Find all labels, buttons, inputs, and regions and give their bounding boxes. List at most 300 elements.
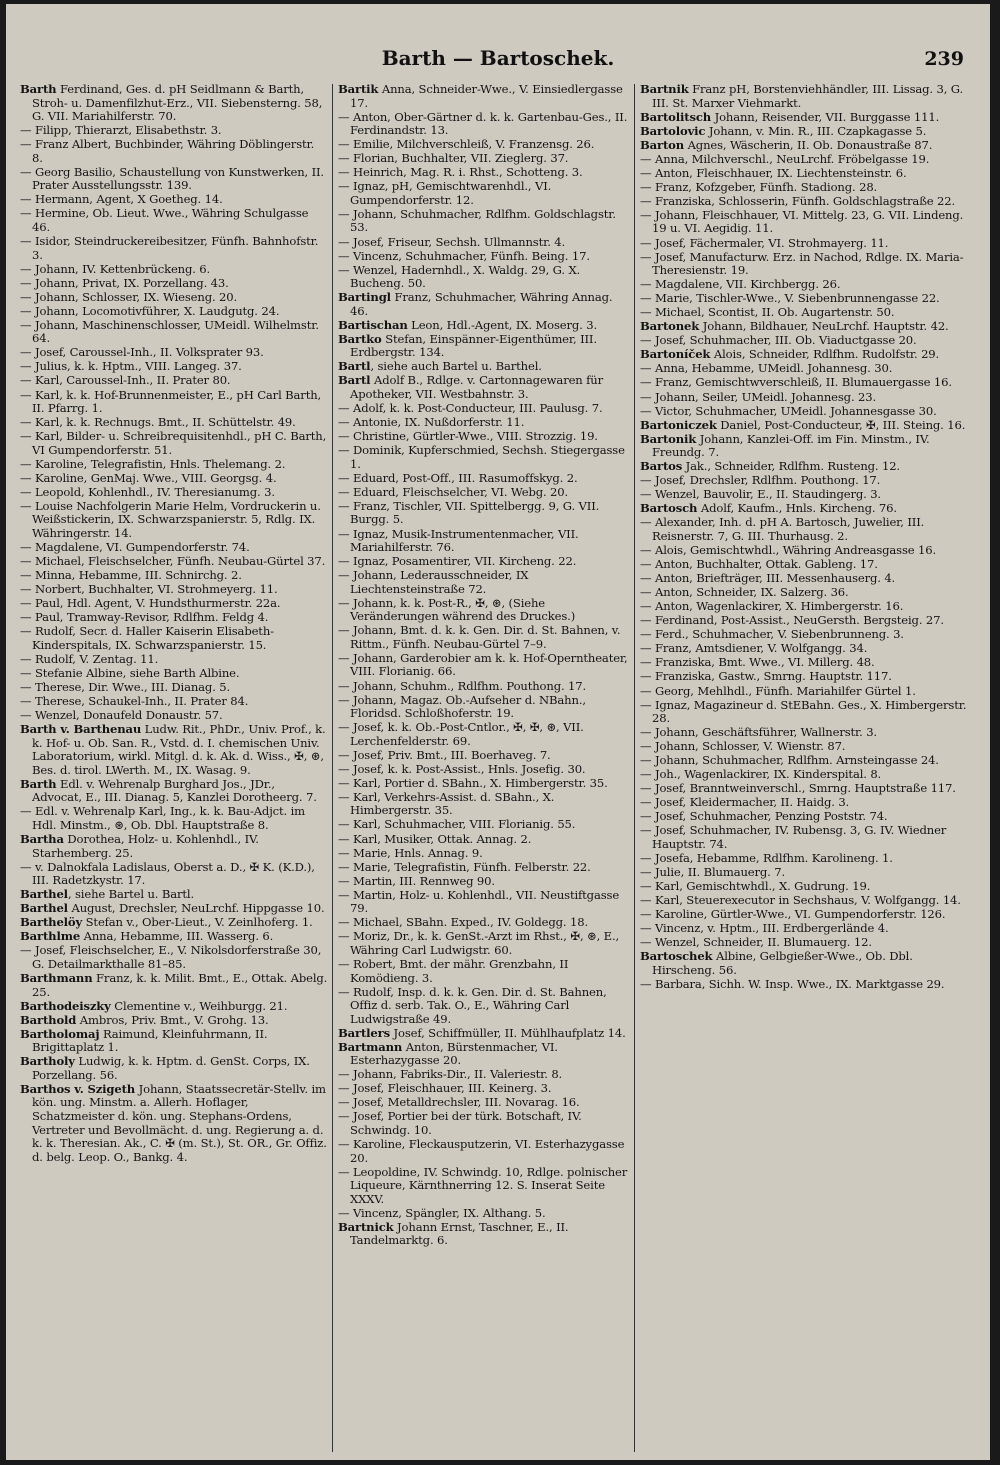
directory-entry	[338, 1068, 630, 1082]
entry-text: — Karl, Portier d. SBahn., X. Himbergerstr. 35.	[338, 775, 608, 790]
entry-text: — Christine, Gürtler-Wwe., VIII. Strozzig. 19.	[338, 429, 598, 444]
entry-text: — Johann, Seiler, UMeidl. Johannesg. 23.	[640, 389, 877, 404]
entry-text: Johann, Staatssecretär-Stellv. im kön. ung. Minstm. a. Allerh. Hoflager, Schatzmeister d. kön. ung. Stephans-Ordens, Vertreter und Bevollmächt. d. ung. Regierung a. d. k. k. Theresian. Ak., C. ✠ (m. St.), St. OR., Gr. Offiz. d. belg. Leop. O., Bankg. 4.	[32, 1081, 327, 1164]
directory-entry	[640, 405, 976, 419]
directory-entry	[640, 195, 976, 209]
entry-text: — Josef, Schuhmacher, Penzing Poststr. 74.	[640, 809, 888, 824]
entry-text: — Karl, Schuhmacher, VIII. Florianig. 55.	[338, 817, 576, 832]
entry-text: — Paul, Hdl. Agent, V. Hundsthurmerstr. 22a.	[20, 596, 281, 611]
entry-surname: Barthlme	[20, 929, 81, 944]
entry-text: — Norbert, Buchhalter, VI. Strohmeyerg. 11.	[20, 582, 278, 597]
entry-text: — Johann, Garderobier am k. k. Hof-Operntheater, VIII. Florianig. 66.	[338, 650, 628, 679]
directory-entry	[640, 810, 976, 824]
entry-text: — Emilie, Milchverschleiß, V. Franzensg. 26.	[338, 137, 595, 152]
entry-text: , siehe auch Bartel u. Barthel.	[370, 359, 542, 374]
directory-entry	[20, 541, 328, 555]
entry-text: — Rudolf, V. Zentag. 11.	[20, 651, 159, 666]
entry-surname: Barthelöy	[20, 915, 83, 930]
entry-text: Josef, Schiffmüller, II. Mühlhaufplatz 14.	[390, 1025, 626, 1040]
entry-text: — Josef, Fächermaler, VI. Strohmayerg. 11.	[640, 235, 889, 250]
entry-text: — Leopold, Kohlenhdl., IV. Theresianumg. 3.	[20, 484, 275, 499]
directory-entry	[640, 306, 976, 320]
directory-entry	[20, 360, 328, 374]
entry-surname: Bartl	[338, 359, 371, 374]
directory-entry	[338, 847, 630, 861]
entry-surname: Bartischan	[338, 317, 408, 332]
entry-surname: Bartingl	[338, 290, 391, 305]
entry-text: — Magdalene, VII. Kirchbergg. 26.	[640, 277, 841, 292]
directory-entry	[640, 292, 976, 306]
directory-entry	[20, 124, 328, 138]
entry-text: — Therese, Schaukel-Inh., II. Prater 84.	[20, 694, 249, 709]
entry-text: — Wenzel, Bauvolir, E., II. Staudingerg. 3.	[640, 487, 881, 502]
entry-surname: Barthos v. Szigeth	[20, 1081, 136, 1096]
entry-text: — Josef, Schuhmacher, III. Ob. Viaductgasse 20.	[640, 333, 917, 348]
entry-surname: Barton	[640, 137, 685, 152]
directory-entry	[640, 726, 976, 740]
entry-text: — Ignaz, Musik-Instrumentenmacher, VII. Mariahilferstr. 76.	[338, 526, 579, 555]
entry-text: — Johann, Bmt. d. k. k. Gen. Dir. d. St. Bahnen, v. Rittm., Fünfh. Neubau-Gürtel 7–9.	[338, 623, 621, 651]
entry-surname: Bartl	[338, 373, 371, 388]
entry-text: — Johann, Fabriks-Dir., II. Valeriestr. 8.	[338, 1067, 563, 1082]
entry-text: — Louise Nachfolgerin Marie Helm, Vordruckerin u. Weißstickerin, IX. Schwarzspanierstr. 5, Rdlg. IX. Währingerstr. 14.	[20, 498, 321, 540]
directory-entry	[640, 880, 976, 894]
directory-entry	[640, 796, 976, 810]
entry-text: Franz pH, Borstenviehhändler, III. Lissag. 3, G. III. St. Marxer Viehmarkt.	[652, 83, 964, 110]
entry-text: Adolf B., Rdlge. v. Cartonnagewaren für Apotheker, VII. Westbahnstr. 3.	[350, 373, 603, 402]
entry-text: — Josef, Branntweinverschl., Smrng. Hauptstraße 117.	[640, 781, 956, 796]
directory-entry	[20, 667, 328, 681]
entry-text: — Filipp, Thierarzt, Elisabethstr. 3.	[20, 123, 222, 138]
entry-text: — Franz, Amtsdiener, V. Wolfgangg. 34.	[640, 641, 868, 656]
directory-entry	[640, 251, 976, 278]
directory-entry	[640, 699, 976, 726]
directory-entry	[338, 1110, 630, 1137]
directory-entry	[20, 346, 328, 360]
entry-text: Franz, Schuhmacher, Währing Annag. 46.	[350, 290, 613, 318]
entry-text: Leon, Hdl.-Agent, IX. Moserg. 3.	[407, 317, 598, 332]
directory-entry	[640, 866, 976, 880]
entry-text: — Johann, Fleischhauer, VI. Mittelg. 23, G. VII. Lindeng. 19 u. VI. Aegidig. 11.	[640, 207, 964, 236]
directory-entry	[640, 544, 976, 558]
entry-text: Anna, Schneider-Wwe., V. Einsiedlergasse 17.	[350, 83, 623, 110]
entry-text: Johann, Bildhauer, NeuLrchf. Hauptstr. 42.	[699, 319, 949, 334]
directory-entry	[20, 805, 328, 832]
entry-text: — Karoline, Telegrafistin, Hnls. Thelemang. 2.	[20, 456, 286, 471]
directory-entry	[640, 419, 976, 433]
entry-text: — Karl, Musiker, Ottak. Annag. 2.	[338, 831, 532, 846]
directory-entry	[640, 894, 976, 908]
entry-text: Edl. v. Wehrenalp Burghard Jos., JDr., Advocat, E., III. Dianag. 5, Kanzlei Dorotheerg. 7.	[32, 776, 317, 805]
directory-entry	[20, 681, 328, 695]
entry-text: — Josef, k. k. Ob.-Post-Cntlor., ✠, ✠, ⊛, VII. Lerchenfelderstr. 69.	[338, 720, 584, 748]
directory-entry	[338, 930, 630, 957]
directory-entry	[20, 263, 328, 277]
directory-page	[6, 4, 990, 1460]
entry-text: — Eduard, Post-Off., III. Rasumoffskyg. 2.	[338, 470, 578, 485]
entry-text: — Anton, Schneider, IX. Salzerg. 36.	[640, 585, 849, 600]
directory-entry	[640, 852, 976, 866]
directory-entry	[338, 1027, 630, 1041]
entry-text: — Josef, Priv. Bmt., III. Boerhaveg. 7.	[338, 747, 551, 762]
entry-surname: Bartoschek	[640, 949, 713, 964]
entry-surname: Barth	[20, 776, 57, 791]
directory-entry	[20, 569, 328, 583]
entry-text: Daniel, Post-Conducteur, ✠, III. Steing. 16.	[716, 417, 966, 432]
directory-entry	[338, 1207, 630, 1221]
entry-text: — Karoline, Fleckausputzerin, VI. Esterhazygasse 20.	[338, 1137, 625, 1165]
entry-text: Johann, Reisender, VII. Burggasse 111.	[711, 109, 940, 124]
entry-surname: Barthmann	[20, 971, 93, 985]
column-2	[338, 83, 630, 1455]
directory-entry	[640, 362, 976, 376]
directory-entry	[338, 958, 630, 985]
directory-entry	[338, 180, 630, 207]
column-3	[640, 83, 976, 1455]
entry-text: August, Drechsler, NeuLrchf. Hippgasse 10.	[67, 901, 325, 916]
entry-text: — Ferd., Schuhmacher, V. Siebenbrunneng. 3.	[640, 627, 904, 642]
directory-entry	[640, 950, 976, 977]
directory-entry	[338, 791, 630, 818]
entry-text: Ludw. Rit., PhDr., Univ. Prof., k. k. Hof- u. Ob. San. R., Vstd. d. I. chemischen Univ. Laboratorium, wirkl. Mitgl. d. k. Ak. d. Wiss., ✠, ⊛, Bes. d. tirol. LWerth. M., IX. Wasag. 9.	[32, 722, 326, 777]
directory-entry	[640, 488, 976, 502]
entry-text: Alois, Schneider, Rdlfhm. Rudolfstr. 29.	[710, 347, 940, 362]
entry-text: — v. Dalnokfala Ladislaus, Oberst a. D., ✠ K. (K.D.), III. Radetzkystr. 17.	[20, 859, 315, 888]
entry-text: Agnes, Wäscherin, II. Ob. Donaustraße 87.	[684, 137, 933, 152]
entry-text: — Johann, Privat, IX. Porzellang. 43.	[20, 275, 229, 290]
entry-text: — Josef, Caroussel-Inh., II. Volksprater 93.	[20, 345, 264, 360]
entry-text: Johann Ernst, Taschner, E., II. Tandelmarktg. 6.	[350, 1219, 569, 1248]
entry-surname: Barthel	[20, 887, 68, 902]
directory-entry	[338, 818, 630, 832]
directory-entry	[640, 460, 976, 474]
directory-entry	[20, 944, 328, 971]
entry-text: — Barbara, Sichh. W. Insp. Wwe., IX. Marktgasse 29.	[640, 977, 945, 991]
entry-text: — Leopoldine, IV. Schwindg. 10, Rdlge. polnischer Liqueure, Kärnthnerring 12. S. Inserat Seite XXXV.	[338, 1164, 628, 1206]
entry-text: Clementine v., Weihburgg. 21.	[110, 998, 288, 1013]
column-1	[20, 83, 328, 1455]
directory-entry	[338, 749, 630, 763]
entry-text: — Karl, Gemischtwhdl., X. Gudrung. 19.	[640, 879, 871, 894]
entry-text: — Johann, Lederausschneider, IX Liechtensteinstraße 72.	[338, 568, 529, 596]
entry-text: — Anna, Hebamme, UMeidl. Johannesg. 30.	[640, 361, 893, 376]
entry-surname: Barthodeiszky	[20, 998, 111, 1013]
entry-text: — Josefa, Hebamme, Rdlfhm. Karolineng. 1.	[640, 851, 893, 866]
entry-text: Anton, Bürstenmacher, VI. Esterhazygasse 20.	[350, 1039, 558, 1068]
entry-text: Ambros, Priv. Bmt., V. Grohg. 13.	[76, 1012, 269, 1027]
directory-entry	[338, 83, 630, 110]
directory-entry	[338, 333, 630, 360]
entry-text: Ludwig, k. k. Hptm. d. GenSt. Corps, IX. Porzellang. 56.	[32, 1054, 310, 1082]
directory-entry	[338, 500, 630, 527]
entry-surname: Bartosch	[640, 501, 698, 516]
entry-surname: Barth v. Barthenau	[20, 722, 142, 737]
entry-text: — Ignaz, Magazineur d. StEBahn. Ges., X. Himbergerstr. 28.	[640, 697, 967, 726]
directory-entry	[20, 305, 328, 319]
entry-text: — Eduard, Fleischselcher, VI. Webg. 20.	[338, 484, 569, 499]
entry-text: — Josef, Friseur, Sechsh. Ullmannstr. 4.	[338, 234, 566, 249]
entry-surname: Bartlers	[338, 1025, 390, 1040]
directory-entry	[338, 236, 630, 250]
directory-entry	[20, 972, 328, 999]
directory-entry	[20, 207, 328, 234]
entry-text: — Josef, Drechsler, Rdlfhm. Pouthong. 17.	[640, 473, 881, 488]
entry-text: — Ignaz, pH, Gemischtwarenhdl., VI. Gumpendorferstr. 12.	[338, 179, 552, 207]
entry-text: — Franz, Gemischtwverschleiß, II. Blumauergasse 16.	[640, 375, 952, 390]
entry-text: — Johann, Schlosser, IX. Wieseng. 20.	[20, 289, 238, 304]
directory-entry	[640, 334, 976, 348]
directory-entry	[338, 1138, 630, 1165]
entry-text: — Anton, Buchhalter, Ottak. Gableng. 17.	[640, 557, 878, 572]
entry-text: — Ignaz, Posamentirer, VII. Kircheng. 22.	[338, 554, 577, 569]
entry-text: — Josef, Schuhmacher, IV. Rubensg. 3, G. IV. Wiedner Hauptstr. 74.	[640, 823, 947, 852]
directory-entry	[20, 458, 328, 472]
column-divider	[332, 84, 333, 1452]
entry-text: — Wenzel, Donaufeld Donaustr. 57.	[20, 708, 223, 723]
directory-entry	[20, 778, 328, 805]
entry-text: — Wenzel, Hadernhdl., X. Waldg. 29, G. X. Bucheng. 50.	[338, 262, 581, 291]
directory-entry	[338, 111, 630, 138]
directory-entry	[338, 444, 630, 471]
directory-entry	[338, 416, 630, 430]
entry-text: Franz, k. k. Milit. Bmt., E., Ottak. Abelg. 25.	[32, 971, 328, 999]
entry-text: — Florian, Buchhalter, VII. Zieglerg. 37.	[338, 151, 569, 166]
entry-text: — Karl, k. k. Rechnugs. Bmt., II. Schüttelstr. 49.	[20, 415, 296, 430]
entry-text: — Marie, Hnls. Annag. 9.	[338, 845, 483, 860]
directory-entry	[640, 474, 976, 488]
entry-text: — Victor, Schuhmacher, UMeidl. Johannesgasse 30.	[640, 403, 937, 418]
entry-text: — Franz Albert, Buchbinder, Währing Döblingerstr. 8.	[20, 137, 315, 165]
entry-text: Raimund, Kleinfuhrmann, II. Brigittaplatz 1.	[32, 1026, 268, 1055]
directory-entry	[20, 902, 328, 916]
entry-text: — Franz, Kofzgeber, Fünfh. Stadiong. 28.	[640, 179, 878, 194]
directory-entry	[640, 209, 976, 236]
entry-surname: Bartoniczek	[640, 417, 717, 432]
directory-entry	[20, 430, 328, 457]
entry-text: Johann, Kanzlei-Off. im Fin. Minstm., IV. Freundg. 7.	[652, 431, 930, 460]
directory-entry	[640, 908, 976, 922]
entry-text: — Magdalene, VI. Gumpendorferstr. 74.	[20, 540, 250, 555]
directory-entry	[640, 628, 976, 642]
directory-entry	[20, 291, 328, 305]
directory-entry	[640, 978, 976, 992]
entry-surname: Barth	[20, 83, 57, 96]
directory-entry	[20, 193, 328, 207]
directory-entry	[20, 416, 328, 430]
directory-entry	[338, 624, 630, 651]
entry-text: — Michael, Fleischselcher, Fünfh. Neubau-Gürtel 37.	[20, 554, 326, 569]
directory-entry	[640, 320, 976, 334]
directory-entry	[20, 1055, 328, 1082]
directory-entry	[338, 555, 630, 569]
entry-text: — Adolf, k. k. Post-Conducteur, III. Paulusg. 7.	[338, 401, 603, 416]
directory-entry	[338, 833, 630, 847]
directory-entry	[338, 721, 630, 748]
entry-text: — Karl, k. k. Hof-Brunnenmeister, E., pH Carl Barth, II. Pfarrg. 1.	[20, 387, 322, 416]
directory-entry	[338, 986, 630, 1027]
directory-entry	[640, 614, 976, 628]
directory-entry	[338, 777, 630, 791]
directory-entry	[338, 152, 630, 166]
directory-entry	[640, 685, 976, 699]
entry-surname: Bartholy	[20, 1054, 75, 1069]
directory-entry	[338, 1082, 630, 1096]
entry-text: — Stefanie Albine, siehe Barth Albine.	[20, 665, 240, 680]
directory-entry	[20, 916, 328, 930]
entry-text: — Isidor, Steindruckereibesitzer, Fünfh. Bahnhofstr. 3.	[20, 234, 319, 262]
entry-text: — Karl, Bilder- u. Schreibrequisitenhdl., pH C. Barth, VI Gumpendorferstr. 51.	[20, 429, 327, 457]
entry-text: — Vincenz, v. Hptm., III. Erdbergerlände 4.	[640, 921, 889, 936]
directory-entry	[20, 695, 328, 709]
directory-entry	[338, 291, 630, 318]
directory-entry	[20, 611, 328, 625]
directory-entry	[338, 528, 630, 555]
entry-surname: Barthold	[20, 1012, 77, 1027]
page-title: Barth — Bartoschek.	[381, 46, 615, 70]
directory-entry	[640, 278, 976, 292]
entry-text: — Rudolf, Insp. d. k. k. Gen. Dir. d. St. Bahnen, Offiz d. serb. Tak. O., E., Währing Carl Ludwigstraße 49.	[338, 984, 607, 1026]
directory-entry	[20, 723, 328, 777]
entry-text: — Johann, Magaz. Ob.-Aufseher d. NBahn., Floridsd. Schloßhoferstr. 19.	[338, 692, 586, 721]
entry-surname: Bartmann	[338, 1039, 403, 1054]
directory-entry	[338, 319, 630, 333]
directory-entry	[640, 586, 976, 600]
entry-surname: Bartha	[20, 832, 64, 847]
directory-entry	[640, 768, 976, 782]
entry-surname: Bartonik	[640, 431, 697, 446]
page-number: 239	[924, 48, 964, 70]
entry-text: — Robert, Bmt. der mähr. Grenzbahn, II Komödieng. 3.	[338, 956, 569, 985]
directory-entry	[338, 1221, 630, 1248]
directory-entry	[20, 583, 328, 597]
entry-text: — Karl, Verkehrs-Assist. d. SBahn., X. Himbergerstr. 35.	[338, 789, 555, 818]
directory-entry	[338, 1166, 630, 1207]
entry-text: — Marie, Tischler-Wwe., V. Siebenbrunnengasse 22.	[640, 291, 940, 306]
entry-text: — Karl, Steuerexecutor in Sechshaus, V. Wolfgangg. 14.	[640, 893, 961, 908]
directory-entry	[338, 1096, 630, 1110]
entry-text: — Therese, Dir. Wwe., III. Dianag. 5.	[20, 680, 231, 695]
directory-entry	[20, 555, 328, 569]
directory-entry	[640, 376, 976, 390]
directory-entry	[20, 83, 328, 124]
entry-text: — Johann, Schlosser, V. Wienstr. 87.	[640, 739, 846, 754]
directory-entry	[20, 861, 328, 888]
directory-entry	[640, 83, 976, 110]
entry-text: — Hermann, Agent, X Goetheg. 14.	[20, 192, 223, 207]
directory-entry	[20, 1083, 328, 1164]
directory-entry	[640, 670, 976, 684]
directory-entry	[20, 389, 328, 416]
directory-entry	[338, 374, 630, 401]
directory-entry	[640, 237, 976, 251]
directory-entry	[640, 782, 976, 796]
directory-entry	[20, 277, 328, 291]
entry-text: — Rudolf, Secr. d. Haller Kaiserin Elisabeth-Kinderspitals, IX. Schwarzspanierstr. 15.	[20, 624, 274, 652]
directory-entry	[338, 1041, 630, 1068]
entry-surname: Bartolovic	[640, 123, 706, 138]
entry-surname: Bartolitsch	[640, 109, 712, 124]
directory-entry	[640, 516, 976, 543]
entry-text: — Karl, Caroussel-Inh., II. Prater 80.	[20, 373, 231, 388]
entry-text: , siehe Bartel u. Bartl.	[67, 887, 194, 902]
entry-text: — Johann, Geschäftsführer, Wallnerstr. 3.	[640, 725, 877, 740]
entry-text: — Martin, III. Rennweg 90.	[338, 873, 495, 888]
column-divider	[634, 84, 635, 1452]
entry-text: — Josef, Manufacturw. Erz. in Nachod, Rdlge. IX. Maria-Theresienstr. 19.	[640, 249, 964, 278]
entry-surname: Bartnick	[338, 1219, 394, 1234]
entry-text: Jak., Schneider, Rdlfhm. Rusteng. 12.	[682, 459, 900, 474]
entry-surname: Bartik	[338, 83, 379, 96]
directory-entry	[20, 138, 328, 165]
directory-entry	[640, 139, 976, 153]
directory-entry	[338, 597, 630, 624]
directory-entry	[338, 875, 630, 889]
entry-text: — Anton, Wagenlackirer, X. Himbergerstr. 16.	[640, 599, 904, 614]
entry-text: — Alois, Gemischtwhdl., Währing Andreasgasse 16.	[640, 543, 936, 558]
directory-entry	[20, 1028, 328, 1055]
entry-text: Dorothea, Holz- u. Kohlenhdl., IV. Starhemberg. 25.	[32, 832, 259, 860]
directory-entry	[20, 709, 328, 723]
directory-entry	[20, 166, 328, 193]
directory-entry	[20, 235, 328, 262]
directory-entry	[20, 888, 328, 902]
directory-entry	[338, 889, 630, 916]
directory-entry	[20, 653, 328, 667]
directory-entry	[20, 374, 328, 388]
entry-text: — Georg Basilio, Schaustellung von Kunstwerken, II. Prater Ausstellungsstr. 139.	[20, 164, 324, 193]
entry-text: — Dominik, Kupferschmied, Sechsh. Stiegergasse 1.	[338, 443, 625, 471]
entry-text: — Franz, Tischler, VII. Spittelbergg. 9, G. VII. Burgg. 5.	[338, 498, 600, 527]
directory-entry	[338, 250, 630, 264]
directory-entry	[640, 348, 976, 362]
entry-text: — Johann, IV. Kettenbrückeng. 6.	[20, 261, 211, 276]
entry-text: Stefan, Einspänner-Eigenthümer, III. Erdbergstr. 134.	[350, 331, 597, 360]
entry-text: — Johann, Schuhmacher, Rdlfhm. Arnsteingasse 24.	[640, 753, 939, 768]
directory-entry	[338, 694, 630, 721]
entry-text: — Johann, k. k. Post-R., ✠, ⊛, (Siehe Veränderungen während des Druckes.)	[338, 595, 576, 624]
directory-entry	[640, 181, 976, 195]
directory-entry	[338, 763, 630, 777]
entry-text: — Johann, Locomotivführer, X. Laudgutg. 24.	[20, 303, 280, 318]
directory-entry	[640, 642, 976, 656]
directory-entry	[338, 402, 630, 416]
entry-text: — Anton, Briefträger, III. Messenhauserg. 4.	[640, 571, 896, 586]
entry-text: — Vincenz, Spängler, IX. Althang. 5.	[338, 1205, 546, 1220]
entry-text: Albine, Gelbgießer-Wwe., Ob. Dbl. Hirscheng. 56.	[652, 949, 913, 977]
entry-text: Stefan v., Ober-Lieut., V. Zeinlhoferg. 1.	[82, 915, 313, 930]
directory-entry	[338, 430, 630, 444]
directory-entry	[338, 652, 630, 679]
directory-entry	[338, 138, 630, 152]
directory-entry	[338, 360, 630, 374]
directory-entry	[338, 569, 630, 596]
entry-text: — Martin, Holz- u. Kohlenhdl., VII. Neustiftgasse 79.	[338, 887, 620, 916]
entry-text: — Marie, Telegrafistin, Fünfh. Felberstr. 22.	[338, 859, 591, 874]
directory-entry	[640, 433, 976, 460]
directory-entry	[338, 486, 630, 500]
directory-entry	[640, 502, 976, 516]
entry-text: Ferdinand, Ges. d. pH Seidlmann & Barth, Stroh- u. Damenfilzhut-Erz., VII. Siebensterng. 58, G. VII. Mariahilferstr. 70.	[32, 83, 323, 124]
entry-text: — Josef, Fleischhauer, III. Keinerg. 3.	[338, 1081, 552, 1096]
directory-entry	[338, 680, 630, 694]
directory-entry	[640, 824, 976, 851]
entry-text: — Johann, Maschinenschlosser, UMeidl. Wilhelmstr. 64.	[20, 317, 319, 346]
entry-text: — Paul, Tramway-Revisor, Rdlfhm. Feldg 4.	[20, 610, 269, 625]
entry-text: — Wenzel, Schneider, II. Blumauerg. 12.	[640, 935, 872, 950]
entry-text: Johann, v. Min. R., III. Czapkagasse 5.	[705, 123, 927, 138]
entry-text: — Michael, Scontist, II. Ob. Augartenstr. 50.	[640, 305, 895, 320]
directory-entry	[640, 922, 976, 936]
